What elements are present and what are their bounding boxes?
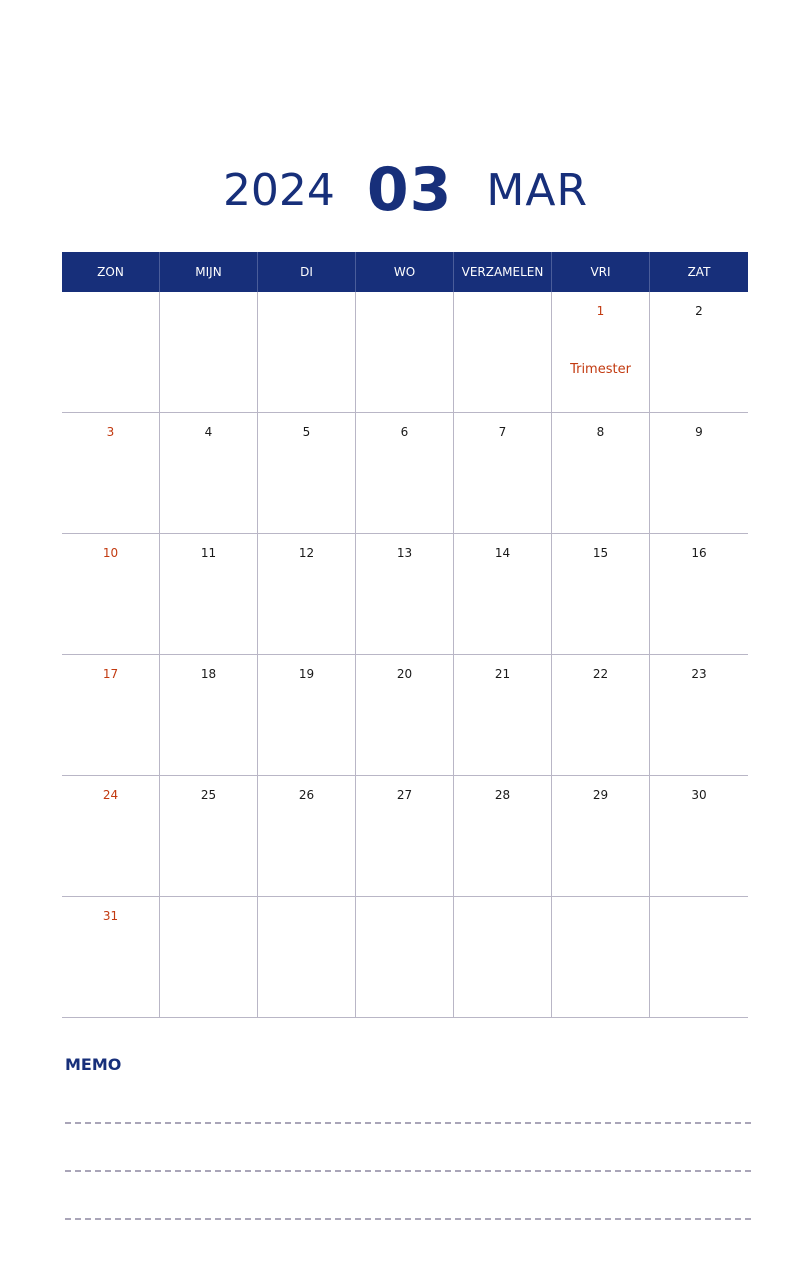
day-number: 16	[691, 546, 707, 560]
day-cell[interactable]	[258, 413, 356, 533]
day-number: 9	[695, 425, 703, 439]
day-number: 8	[596, 425, 605, 439]
day-number: 30	[691, 788, 707, 802]
day-number: 5	[302, 425, 311, 439]
weekday-friday: VRI	[552, 252, 650, 292]
day-number: 12	[298, 546, 315, 560]
memo-line[interactable]	[65, 1122, 751, 1124]
day-number: 13	[396, 546, 413, 560]
day-number: 11	[200, 546, 217, 560]
day-cell[interactable]	[160, 776, 258, 896]
day-number: 15	[592, 546, 609, 560]
empty-day-cell	[160, 292, 258, 412]
day-number: 20	[396, 667, 413, 681]
day-cell[interactable]	[258, 655, 356, 775]
week-row	[62, 534, 748, 655]
day-number: 1	[596, 304, 605, 318]
day-cell[interactable]	[552, 655, 650, 775]
empty-day-cell	[552, 897, 650, 1017]
day-cell[interactable]	[160, 413, 258, 533]
day-number: 10	[102, 546, 119, 560]
day-cell[interactable]	[650, 534, 748, 654]
weekday-saturday: ZAT	[687, 265, 711, 279]
weeks-container	[62, 292, 748, 1018]
day-cell[interactable]	[454, 534, 552, 654]
day-cell[interactable]	[356, 776, 454, 896]
week-row	[62, 413, 748, 534]
day-cell[interactable]	[650, 413, 748, 533]
day-number: 17	[102, 667, 119, 681]
day-number: 3	[106, 425, 115, 439]
empty-day-cell	[160, 897, 258, 1017]
week-row	[62, 776, 748, 897]
empty-day-cell	[454, 292, 552, 412]
week-row	[62, 292, 748, 413]
empty-day-cell	[258, 292, 356, 412]
month-number: 03	[366, 155, 453, 225]
day-number: 19	[298, 667, 315, 681]
day-number: 31	[102, 909, 119, 923]
weekday-thursday: VERZAMELEN	[454, 252, 552, 292]
year-label: 2024	[222, 164, 335, 216]
day-cell[interactable]	[650, 776, 748, 896]
calendar-grid	[62, 252, 748, 1018]
day-cell[interactable]	[62, 776, 160, 896]
day-cell[interactable]	[552, 413, 650, 533]
day-cell[interactable]	[160, 655, 258, 775]
day-cell[interactable]	[454, 776, 552, 896]
day-number: 22	[592, 667, 609, 681]
day-cell[interactable]	[552, 292, 650, 412]
day-number: 18	[200, 667, 217, 681]
day-cell[interactable]	[454, 413, 552, 533]
day-cell[interactable]	[258, 776, 356, 896]
day-number: 27	[396, 788, 413, 802]
day-cell[interactable]	[62, 534, 160, 654]
weekday-header	[62, 252, 748, 292]
day-cell[interactable]	[552, 776, 650, 896]
day-number: 28	[494, 788, 511, 802]
empty-day-cell	[62, 292, 160, 412]
day-number: 4	[204, 425, 213, 439]
day-cell[interactable]	[650, 292, 748, 412]
day-number: 7	[498, 425, 507, 439]
day-number: 23	[691, 667, 707, 681]
day-number: 24	[102, 788, 119, 802]
weekday-monday: MIJN	[160, 252, 258, 292]
day-cell[interactable]	[62, 655, 160, 775]
weekday-sunday: ZON	[62, 252, 160, 292]
memo-title: MEMO	[65, 1055, 122, 1074]
empty-day-cell	[356, 292, 454, 412]
day-number: 6	[400, 425, 409, 439]
day-cell[interactable]	[160, 534, 258, 654]
day-number: 14	[494, 546, 511, 560]
weekday-wednesday: WO	[356, 252, 454, 292]
day-number: 26	[298, 788, 315, 802]
day-cell[interactable]	[650, 655, 748, 775]
empty-day-cell	[356, 897, 454, 1017]
calendar-title	[0, 150, 811, 230]
week-row	[62, 897, 748, 1018]
day-number: 2	[695, 304, 703, 318]
weekday-tuesday: DI	[258, 252, 356, 292]
month-name: MAR	[486, 164, 589, 216]
day-number: 29	[592, 788, 609, 802]
empty-day-cell	[650, 897, 748, 1017]
day-cell[interactable]	[62, 897, 160, 1017]
day-cell[interactable]	[552, 534, 650, 654]
day-cell[interactable]	[62, 413, 160, 533]
day-cell[interactable]	[356, 413, 454, 533]
day-cell[interactable]	[356, 655, 454, 775]
event-label: Trimester	[570, 362, 631, 377]
day-number: 25	[200, 788, 217, 802]
empty-day-cell	[258, 897, 356, 1017]
day-cell[interactable]	[356, 534, 454, 654]
empty-day-cell	[454, 897, 552, 1017]
memo-line[interactable]	[65, 1170, 751, 1172]
day-cell[interactable]	[454, 655, 552, 775]
memo-line[interactable]	[65, 1218, 751, 1220]
week-row	[62, 655, 748, 776]
day-number: 21	[494, 667, 511, 681]
day-cell[interactable]	[258, 534, 356, 654]
